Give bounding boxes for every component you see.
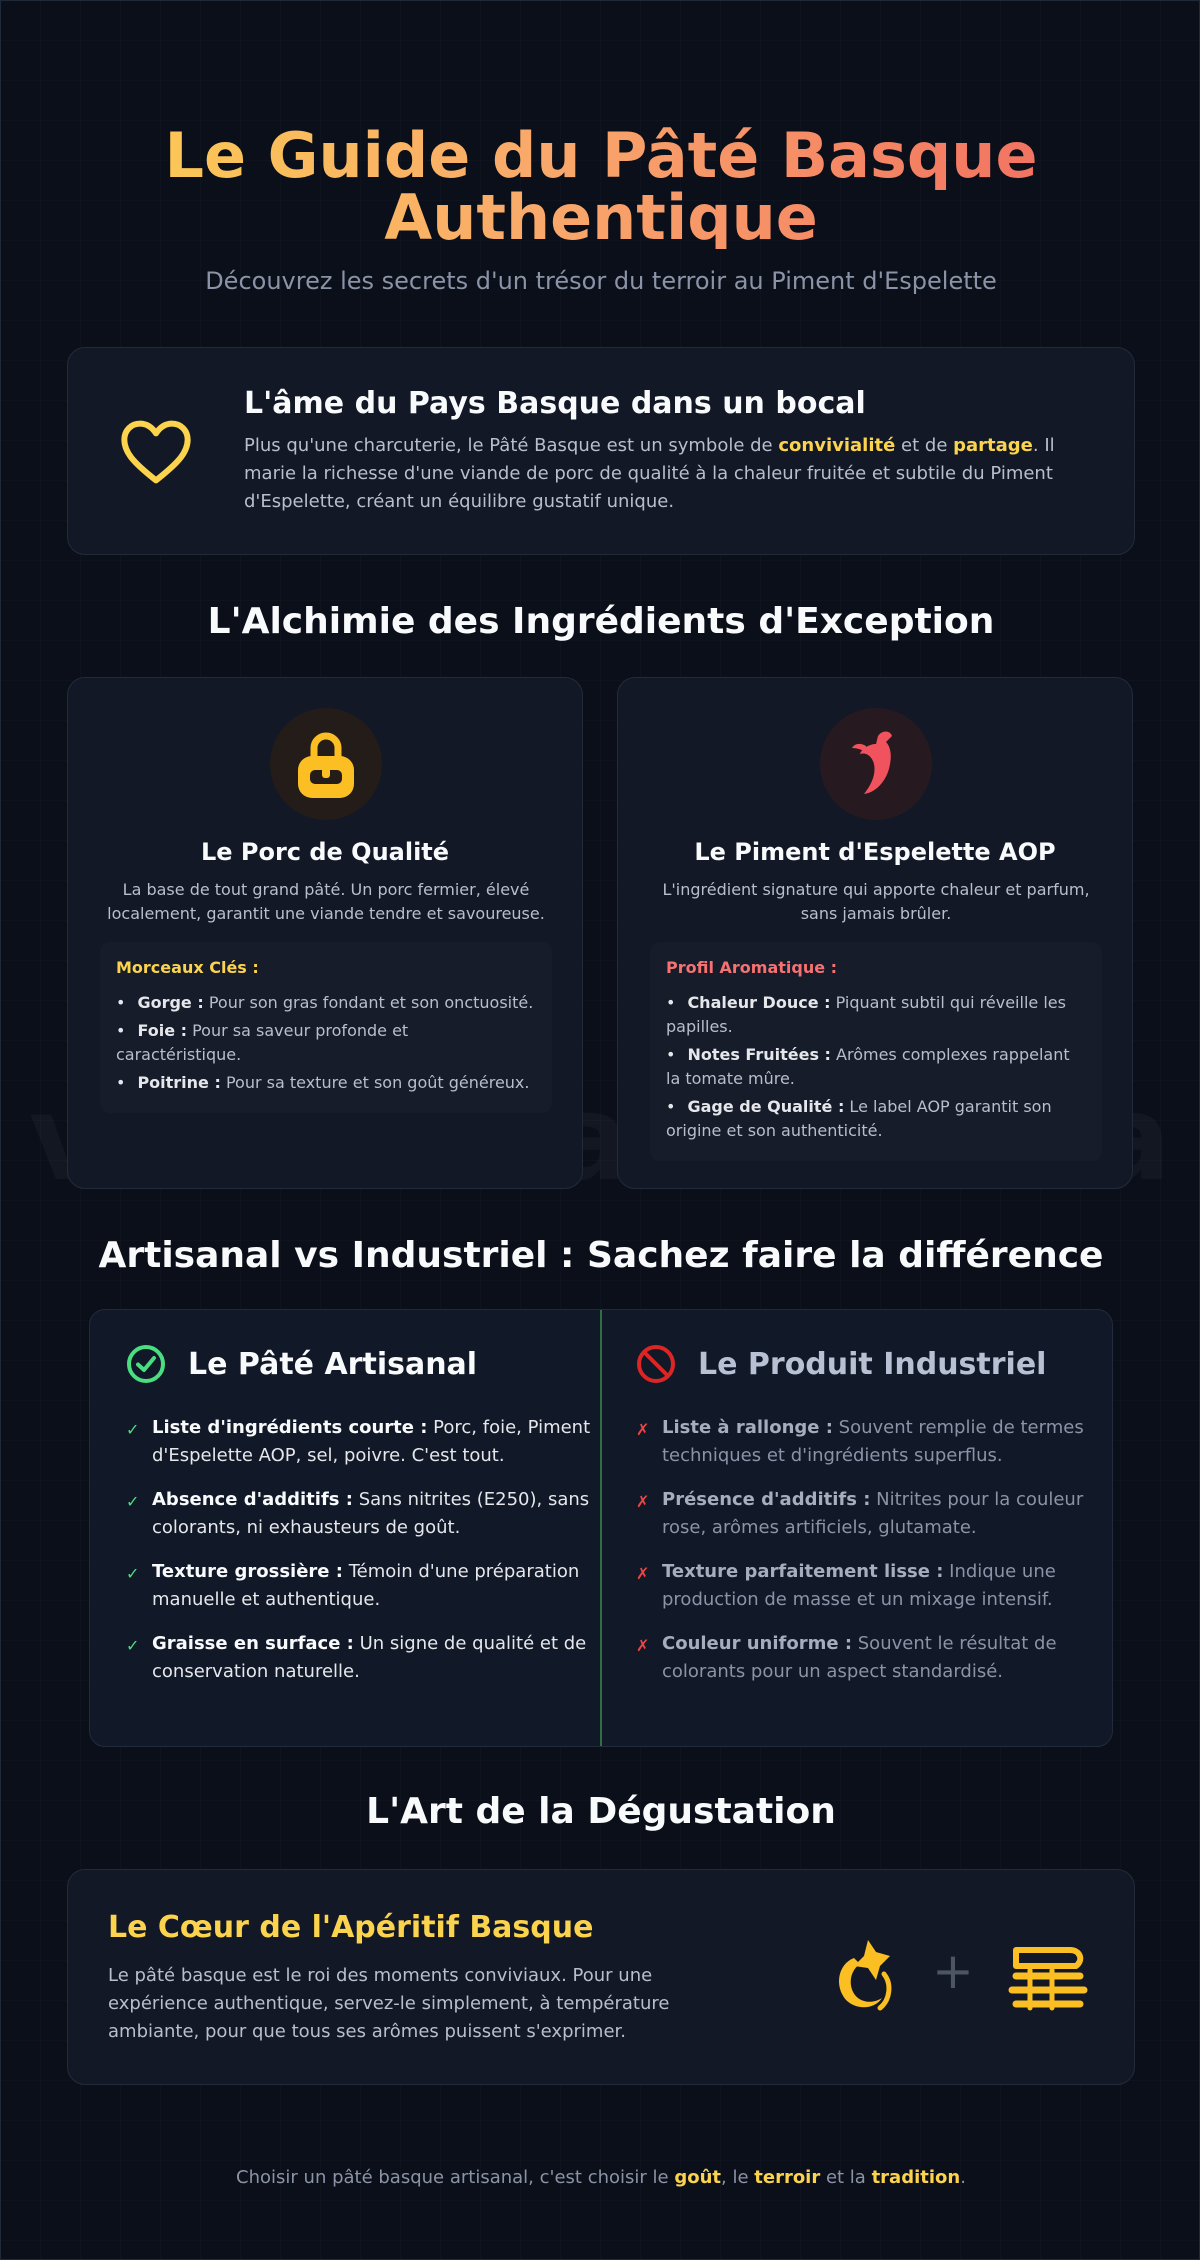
- ingredient-title: Le Piment d'Espelette AOP: [694, 838, 1056, 866]
- industriel-heading: Le Produit Industriel: [636, 1344, 1046, 1384]
- column-divider: [600, 1310, 602, 1746]
- list-item: ✗ Texture parfaitement lisse : Indique une production de masse et un mixage intensif.: [636, 1561, 1056, 1610]
- intro-card: [67, 347, 1135, 555]
- highlight-convivialite: convivialité: [778, 435, 896, 456]
- ingredients-section-title: L'Alchimie des Ingrédients d'Exception: [207, 601, 995, 642]
- list-item: • Poitrine : Pour sa texture et son goût généreux.: [116, 1073, 530, 1092]
- ingredient-desc: La base de tout grand pâté. Un porc fermier, élevé localement, garantit une viande tendre et savoureuse.: [107, 880, 545, 923]
- plus-sign: +: [932, 1942, 974, 2000]
- list-item: • Foie : Pour sa saveur profonde et caractéristique.: [116, 1021, 409, 1064]
- tasting-text: Le pâté basque est le roi des moments conviviaux. Pour une expérience authentique, servez-le simplement, à température ambiante, pour que tous ses arômes puissent s'exprimer.: [108, 1965, 670, 2042]
- artisanal-heading: Le Pâté Artisanal: [126, 1344, 477, 1384]
- title-line-2: Authentique: [384, 181, 818, 254]
- list-item: • Gage de Qualité : Le label AOP garantit son origine et son authenticité.: [666, 1097, 1052, 1140]
- bread-icon: [1008, 1940, 1088, 2012]
- intro-title: L'âme du Pays Basque dans un bocal: [244, 386, 866, 421]
- box-title: Morceaux Clés :: [116, 958, 259, 977]
- key-cuts-box: [100, 942, 552, 1113]
- tasting-card: [67, 1869, 1135, 2085]
- wine-glass-icon: [824, 1930, 904, 2020]
- page-subtitle: Découvrez les secrets d'un trésor du terroir au Piment d'Espelette: [205, 267, 997, 295]
- tasting-section-title: L'Art de la Dégustation: [366, 1791, 836, 1832]
- pepper-icon: [820, 708, 932, 820]
- tasting-title: Le Cœur de l'Apéritif Basque: [108, 1910, 594, 1945]
- highlight-partage: partage: [953, 435, 1033, 456]
- piggy-bank-icon: [270, 708, 382, 820]
- list-item: • Notes Fruitées : Arômes complexes rappelant la tomate mûre.: [666, 1045, 1070, 1088]
- list-item: ✓ Liste d'ingrédients courte : Porc, foie, Piment d'Espelette AOP, sel, poivre. C'est tout.: [126, 1417, 591, 1466]
- list-item: ✗ Couleur uniforme : Souvent le résultat de colorants pour un aspect standardisé.: [636, 1633, 1057, 1682]
- check-circle-icon: [126, 1344, 166, 1384]
- page-title: [1, 119, 1200, 254]
- ingredient-title: Le Porc de Qualité: [200, 838, 450, 866]
- list-item: ✓ Texture grossière : Témoin d'une préparation manuelle et authentique.: [126, 1561, 580, 1610]
- ingredient-desc: L'ingrédient signature qui apporte chaleur et parfum, sans jamais brûler.: [662, 880, 1090, 923]
- comparison-section-title: Artisanal vs Industriel : Sachez faire la différence: [98, 1235, 1104, 1276]
- list-item: ✗ Présence d'additifs : Nitrites pour la couleur rose, arômes artificiels, glutamate.: [636, 1489, 1084, 1538]
- list-item: ✓ Absence d'additifs : Sans nitrites (E250), sans colorants, ni exhausteurs de goût.: [126, 1489, 590, 1538]
- ingredient-card-porc: [67, 677, 583, 1189]
- list-item: ✗ Liste à rallonge : Souvent remplie de termes techniques et d'ingrédients superflus.: [636, 1417, 1084, 1466]
- ban-icon: [636, 1344, 676, 1384]
- title-line-1: Le Guide du Pâté Basque: [164, 119, 1038, 192]
- comparison-card: [89, 1309, 1113, 1747]
- list-item: ✓ Graisse en surface : Un signe de qualité et de conservation naturelle.: [126, 1633, 587, 1682]
- intro-text: Plus qu'une charcuterie, le Pâté Basque est un symbole de convivialité et de partage. Il marie la richesse d'une viande de porc de qualité à la chaleur fruitée et subtile du Piment d'Espelette, créant un équilibre gustatif unique.: [244, 435, 1055, 512]
- box-title: Profil Aromatique :: [666, 958, 838, 977]
- list-item: • Chaleur Douce : Piquant subtil qui réveille les papilles.: [666, 993, 1066, 1036]
- ingredient-card-piment: [617, 677, 1133, 1189]
- list-item: • Gorge : Pour son gras fondant et son onctuosité.: [116, 993, 534, 1012]
- aroma-profile-box: [650, 942, 1102, 1161]
- heart-icon: [116, 412, 196, 492]
- footer-tagline: Choisir un pâté basque artisanal, c'est choisir le goût, le terroir et la tradition.: [236, 2167, 966, 2188]
